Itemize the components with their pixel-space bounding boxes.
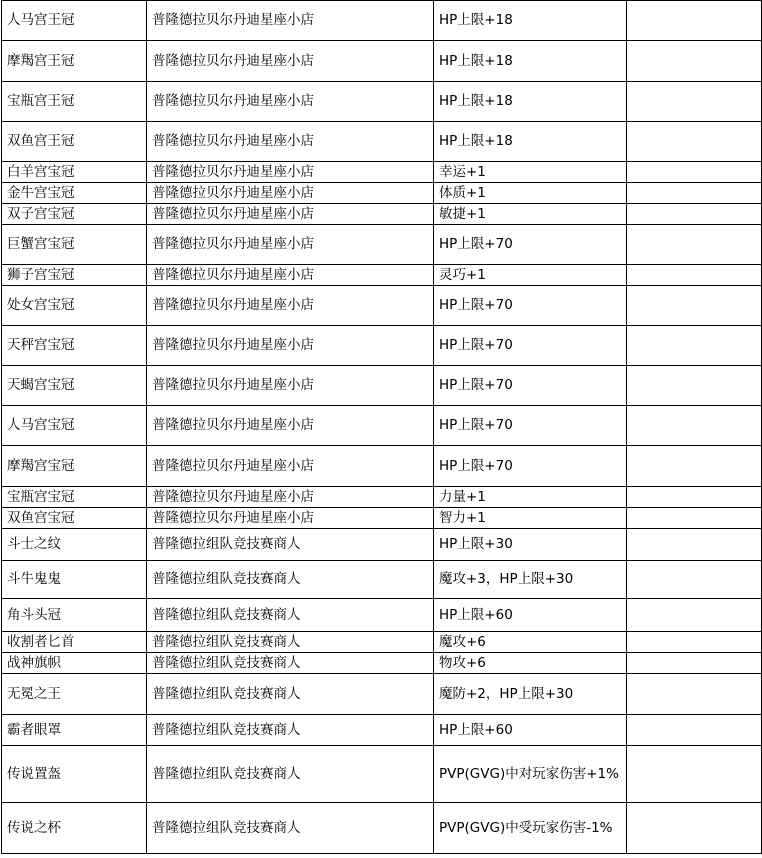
item-effect-cell: HP上限+70 [434,406,627,446]
table-row [2,82,762,122]
item-effect-cell: 体质+1 [434,183,627,204]
item-effect-cell: HP上限+70 [434,225,627,265]
table-row [2,561,762,599]
table-row [2,225,762,265]
item-name-cell: 狮子宫宝冠 [2,265,147,286]
item-source-cell: 普隆德拉贝尔丹迪星座小店 [147,265,434,286]
item-name-cell: 传说置盔 [2,746,147,803]
item-source-cell: 普隆德拉贝尔丹迪星座小店 [147,487,434,508]
table-row [2,715,762,746]
item-source-cell: 普隆德拉组队竞技赛商人 [147,599,434,632]
table-row [2,653,762,674]
item-name-cell: 斗牛鬼鬼 [2,561,147,599]
item-source-cell: 普隆德拉贝尔丹迪星座小店 [147,508,434,529]
item-extra-cell [627,508,762,529]
item-name-cell: 双子宫宝冠 [2,204,147,225]
item-effect-cell: 魔攻+6 [434,632,627,653]
item-extra-cell [627,632,762,653]
item-source-cell: 普隆德拉贝尔丹迪星座小店 [147,82,434,122]
item-source-cell: 普隆德拉贝尔丹迪星座小店 [147,41,434,82]
table-row [2,446,762,487]
table-row [2,162,762,183]
item-name-cell: 霸者眼罩 [2,715,147,746]
item-name-cell: 人马宫宝冠 [2,406,147,446]
item-source-cell: 普隆德拉组队竞技赛商人 [147,529,434,561]
item-effect-cell: 智力+1 [434,508,627,529]
item-extra-cell [627,561,762,599]
item-extra-cell [627,162,762,183]
item-source-cell: 普隆德拉组队竞技赛商人 [147,653,434,674]
item-extra-cell [627,183,762,204]
table-row [2,746,762,803]
item-extra-cell [627,122,762,162]
item-effect-cell: HP上限+30 [434,529,627,561]
items-table-body [2,1,762,854]
item-name-cell: 天蝎宫宝冠 [2,366,147,406]
item-extra-cell [627,225,762,265]
item-name-cell: 摩羯宫宝冠 [2,446,147,487]
item-name-cell: 巨蟹宫宝冠 [2,225,147,265]
item-extra-cell [627,41,762,82]
item-source-cell: 普隆德拉贝尔丹迪星座小店 [147,1,434,41]
table-row [2,508,762,529]
item-source-cell: 普隆德拉贝尔丹迪星座小店 [147,122,434,162]
item-source-cell: 普隆德拉贝尔丹迪星座小店 [147,225,434,265]
item-effect-cell: 灵巧+1 [434,265,627,286]
item-effect-cell: PVP(GVG)中对玩家伤害+1% [434,746,627,803]
item-source-cell: 普隆德拉贝尔丹迪星座小店 [147,183,434,204]
item-effect-cell: HP上限+70 [434,326,627,366]
table-row [2,599,762,632]
item-extra-cell [627,746,762,803]
item-effect-cell: 魔攻+3，HP上限+30 [434,561,627,599]
item-name-cell: 处女宫宝冠 [2,286,147,326]
item-source-cell: 普隆德拉组队竞技赛商人 [147,632,434,653]
table-row [2,286,762,326]
item-effect-cell: HP上限+70 [434,446,627,487]
item-extra-cell [627,82,762,122]
item-extra-cell [627,1,762,41]
item-name-cell: 金牛宫宝冠 [2,183,147,204]
item-extra-cell [627,326,762,366]
table-row [2,265,762,286]
item-extra-cell [627,446,762,487]
item-source-cell: 普隆德拉组队竞技赛商人 [147,715,434,746]
table-row [2,326,762,366]
table-row [2,487,762,508]
item-effect-cell: HP上限+70 [434,286,627,326]
item-extra-cell [627,715,762,746]
item-source-cell: 普隆德拉贝尔丹迪星座小店 [147,204,434,225]
item-effect-cell: HP上限+18 [434,122,627,162]
item-source-cell: 普隆德拉贝尔丹迪星座小店 [147,162,434,183]
item-effect-cell: HP上限+18 [434,1,627,41]
item-effect-cell: PVP(GVG)中受玩家伤害-1% [434,803,627,854]
item-name-cell: 战神旗帜 [2,653,147,674]
item-source-cell: 普隆德拉贝尔丹迪星座小店 [147,406,434,446]
table-row [2,406,762,446]
item-effect-cell: HP上限+18 [434,82,627,122]
item-name-cell: 收割者匕首 [2,632,147,653]
item-extra-cell [627,529,762,561]
item-source-cell: 普隆德拉组队竞技赛商人 [147,803,434,854]
item-source-cell: 普隆德拉贝尔丹迪星座小店 [147,366,434,406]
item-effect-cell: 敏捷+1 [434,204,627,225]
item-source-cell: 普隆德拉贝尔丹迪星座小店 [147,446,434,487]
table-row [2,529,762,561]
table-row [2,1,762,41]
item-name-cell: 天秤宫宝冠 [2,326,147,366]
item-name-cell: 宝瓶宫王冠 [2,82,147,122]
item-effect-cell: HP上限+60 [434,599,627,632]
item-source-cell: 普隆德拉贝尔丹迪星座小店 [147,286,434,326]
item-source-cell: 普隆德拉组队竞技赛商人 [147,561,434,599]
item-source-cell: 普隆德拉贝尔丹迪星座小店 [147,326,434,366]
item-name-cell: 斗士之纹 [2,529,147,561]
item-extra-cell [627,406,762,446]
item-effect-cell: 幸运+1 [434,162,627,183]
table-row [2,803,762,854]
item-effect-cell: HP上限+18 [434,41,627,82]
item-extra-cell [627,204,762,225]
table-row [2,366,762,406]
item-extra-cell [627,803,762,854]
table-row [2,41,762,82]
item-source-cell: 普隆德拉组队竞技赛商人 [147,746,434,803]
item-extra-cell [627,599,762,632]
item-effect-cell: HP上限+60 [434,715,627,746]
item-extra-cell [627,265,762,286]
item-extra-cell [627,653,762,674]
item-effect-cell: 魔防+2，HP上限+30 [434,674,627,715]
item-name-cell: 摩羯宫王冠 [2,41,147,82]
item-name-cell: 双鱼宫王冠 [2,122,147,162]
item-name-cell: 双鱼宫宝冠 [2,508,147,529]
item-extra-cell [627,366,762,406]
item-effect-cell: 物攻+6 [434,653,627,674]
item-name-cell: 无冕之王 [2,674,147,715]
table-row [2,122,762,162]
item-name-cell: 宝瓶宫宝冠 [2,487,147,508]
item-name-cell: 传说之杯 [2,803,147,854]
item-name-cell: 角斗头冠 [2,599,147,632]
item-effect-cell: HP上限+70 [434,366,627,406]
table-row [2,183,762,204]
table-row [2,204,762,225]
table-row [2,632,762,653]
item-name-cell: 人马宫王冠 [2,1,147,41]
item-extra-cell [627,286,762,326]
items-table [1,0,762,854]
item-extra-cell [627,674,762,715]
item-extra-cell [627,487,762,508]
item-source-cell: 普隆德拉组队竞技赛商人 [147,674,434,715]
item-name-cell: 白羊宫宝冠 [2,162,147,183]
table-row [2,674,762,715]
item-effect-cell: 力量+1 [434,487,627,508]
